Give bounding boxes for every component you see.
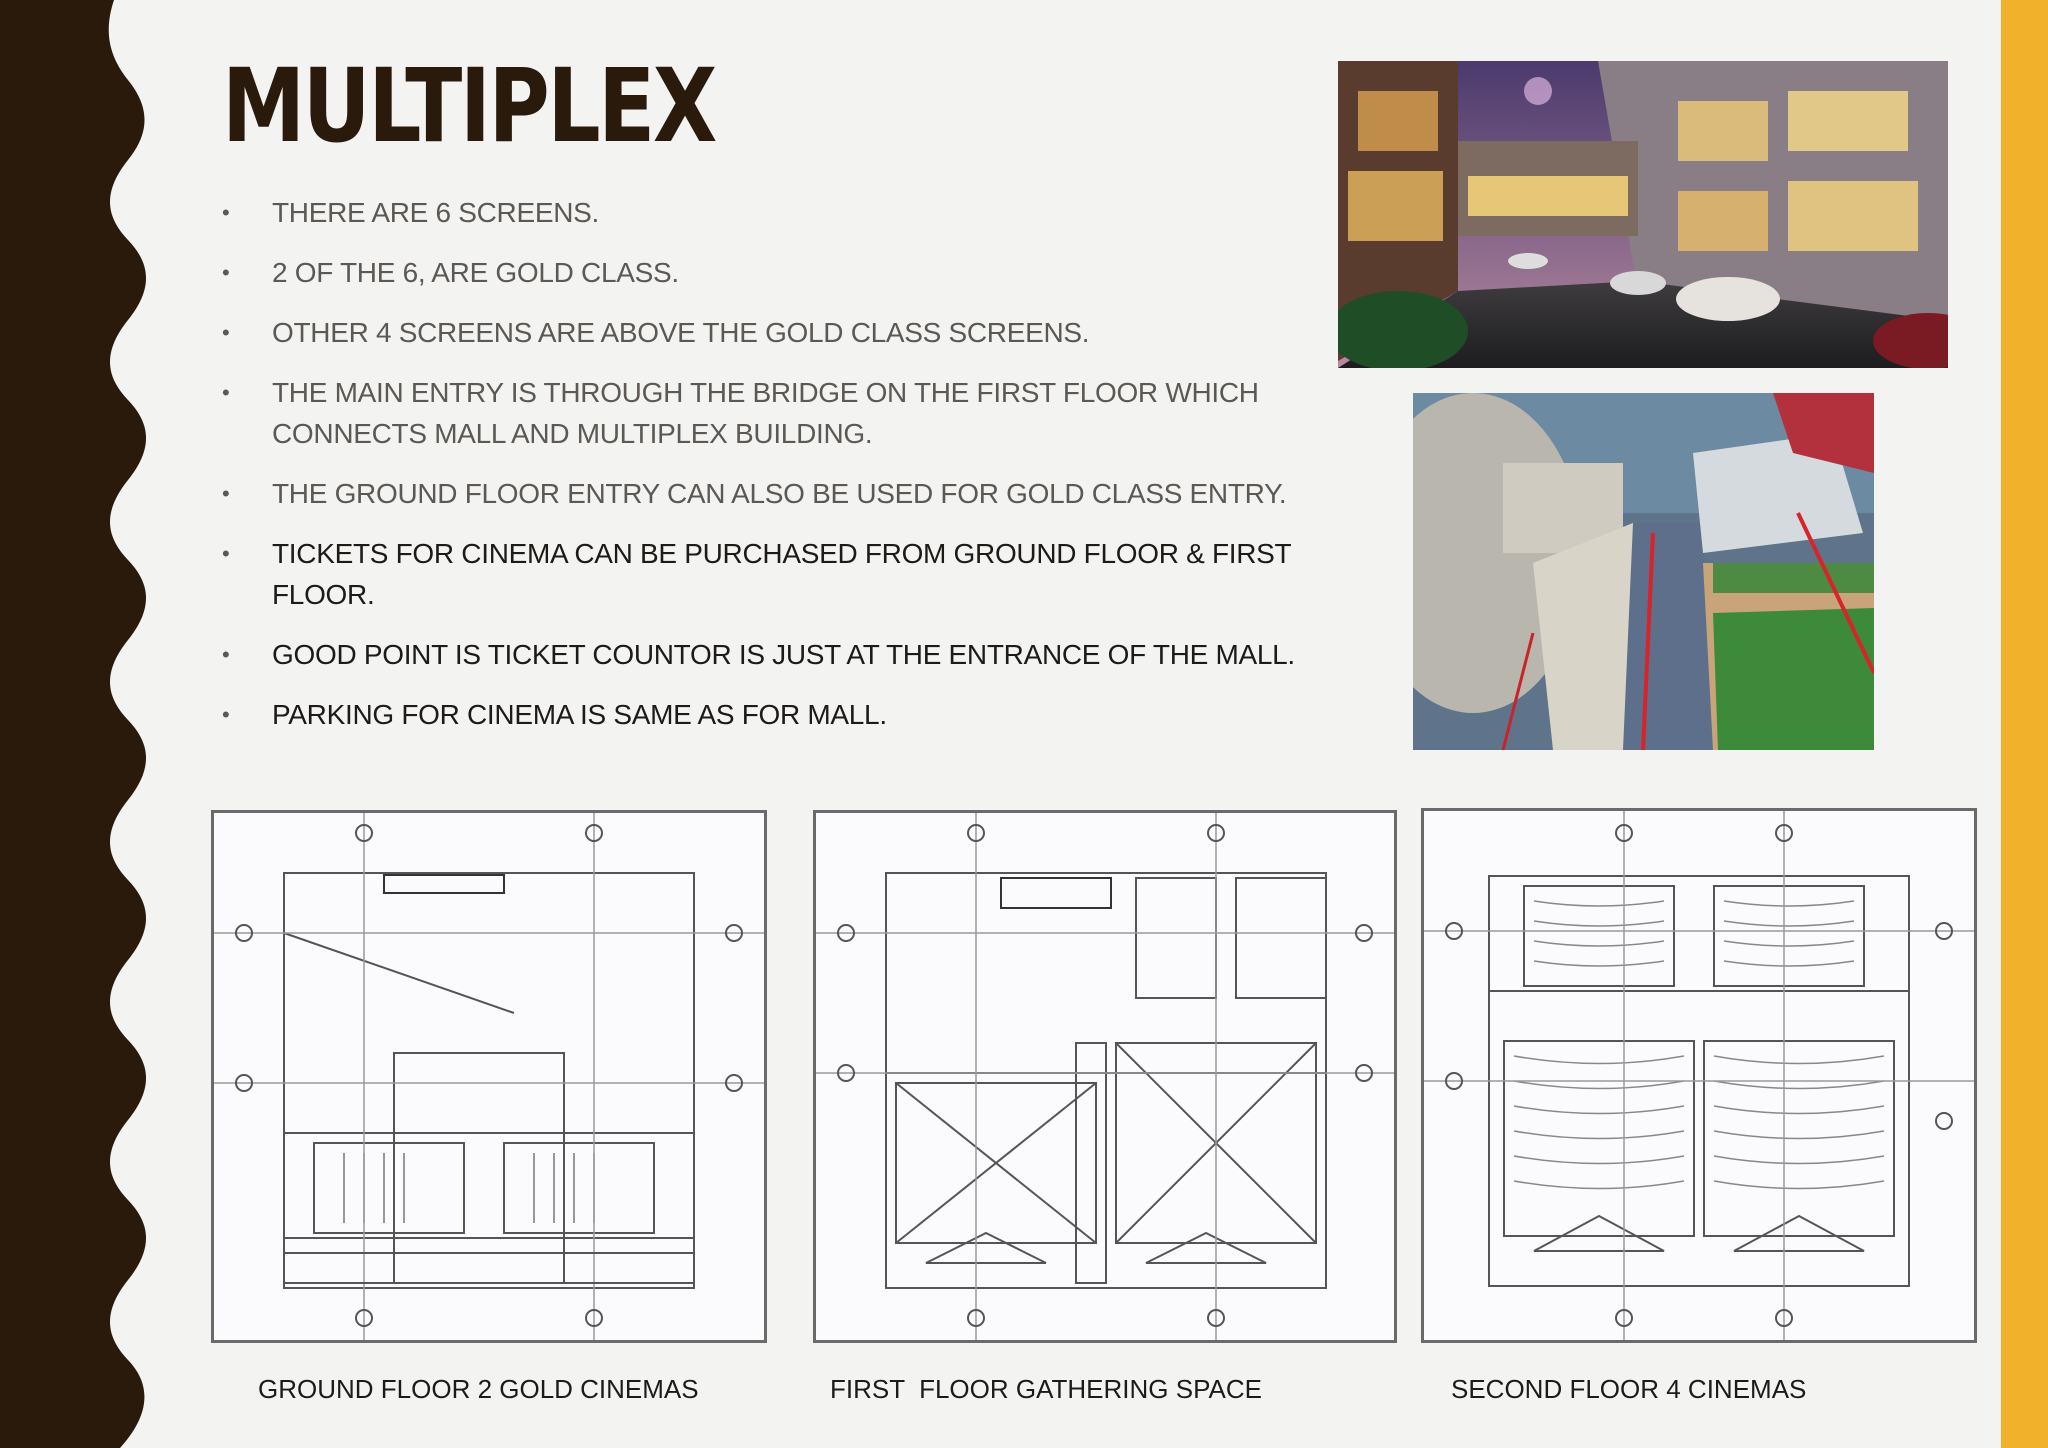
site-model-photo <box>1413 393 1874 750</box>
bullet-marker: • <box>222 320 230 345</box>
bullet-item: • TICKETS FOR CINEMA CAN BE PURCHASED FROM GROUND FLOOR & FIRST FLOOR. <box>222 533 1342 615</box>
second-floor-plan <box>1421 808 1977 1343</box>
bullet-marker: • <box>222 481 230 506</box>
bullet-marker: • <box>222 260 230 285</box>
ground-floor-plan <box>211 810 767 1343</box>
wave-border-decoration <box>0 0 160 1448</box>
bullet-marker: • <box>222 702 230 727</box>
caption-second-floor: SECOND FLOOR 4 CINEMAS <box>1451 1374 1807 1404</box>
bullet-item: • GOOD POINT IS TICKET COUNTOR IS JUST AT THE ENTRANCE OF THE MALL. <box>222 634 1342 675</box>
bullet-marker: • <box>222 642 230 667</box>
caption-first-floor: FIRST FLOOR GATHERING SPACE <box>830 1374 1262 1404</box>
caption-ground-floor: GROUND FLOOR 2 GOLD CINEMAS <box>258 1374 699 1404</box>
bullet-item: • THE GROUND FLOOR ENTRY CAN ALSO BE USED FOR GOLD CLASS ENTRY. <box>222 473 1342 514</box>
bullet-item: • 2 OF THE 6, ARE GOLD CLASS. <box>222 252 1342 293</box>
bullet-marker: • <box>222 541 230 566</box>
bullet-item: • THE MAIN ENTRY IS THROUGH THE BRIDGE ON THE FIRST FLOOR WHICH CONNECTS MALL AND MULTIPLEX BUILDING. <box>222 372 1342 454</box>
bullet-marker: • <box>222 200 230 225</box>
bullet-item: • THERE ARE 6 SCREENS. <box>222 192 1342 233</box>
mall-exterior-photo <box>1338 61 1948 368</box>
bullet-list <box>222 192 1342 754</box>
bullet-marker: • <box>222 380 230 405</box>
bullet-item: • PARKING FOR CINEMA IS SAME AS FOR MALL. <box>222 694 1342 735</box>
first-floor-plan <box>813 810 1397 1343</box>
bullet-item: • OTHER 4 SCREENS ARE ABOVE THE GOLD CLASS SCREENS. <box>222 312 1342 353</box>
accent-bar <box>2001 0 2048 1448</box>
page-title: MULTIPLEX <box>222 47 715 166</box>
